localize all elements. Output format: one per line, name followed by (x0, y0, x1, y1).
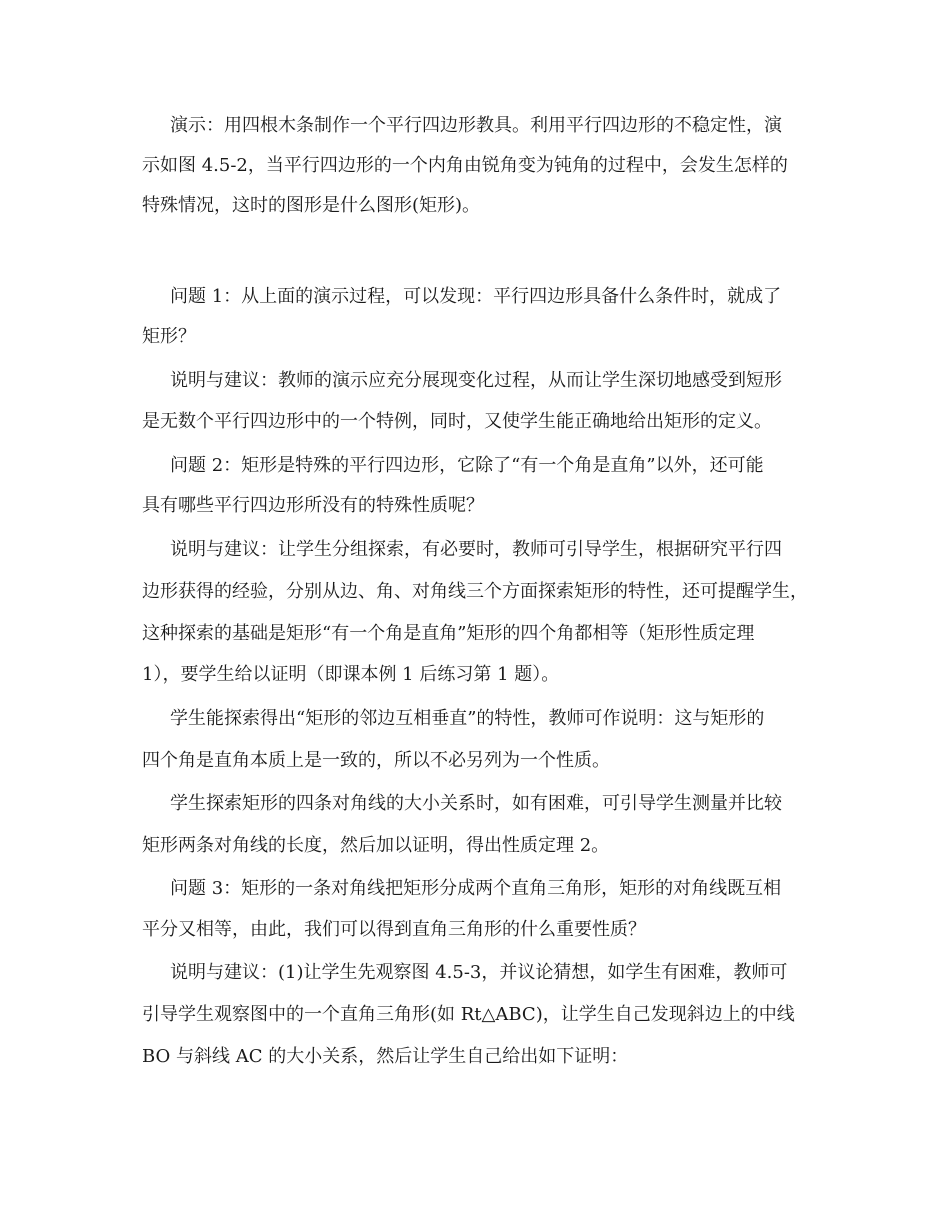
text-line: 学生能探索得出“矩形的邻边互相垂直”的特性，教师可作说明：这与矩形的 (170, 708, 765, 729)
text-line: 问题 3：矩形的一条对角线把矩形分成两个直角三角形，矩形的对角线既互相 (170, 878, 782, 899)
text-line: 演示：用四根木条制作一个平行四边形教具。利用平行四边形的不稳定性，演 (170, 115, 782, 136)
text-line: 示如图 4.5-2，当平行四边形的一个内角由锐角变为钝角的过程中，会发生怎样的 (142, 155, 788, 176)
text-line: 平分又相等，由此，我们可以得到直角三角形的什么重要性质？ (142, 919, 646, 940)
text-line: 边形获得的经验，分别从边、角、对角线三个方面探索矩形的特性，还可提醒学生， (142, 581, 808, 602)
text-line: 这种探索的基础是矩形“有一个角是直角”矩形的四个角都相等（矩形性质定理 (142, 623, 755, 644)
text-line: 说明与建议：让学生分组探索，有必要时，教师可引导学生，根据研究平行四 (170, 539, 782, 560)
text-line: 问题 2：矩形是特殊的平行四边形，它除了“有一个角是直角”以外，还可能 (170, 455, 764, 476)
text-line: 引导学生观察图中的一个直角三角形(如 Rt△ABC)，让学生自己发现斜边上的中线 (142, 1004, 795, 1025)
text-line: 问题 1：从上面的演示过程，可以发现：平行四边形具备什么条件时，就成了 (170, 286, 782, 307)
text-line: 说明与建议：(1)让学生先观察图 4.5-3，并议论猜想，如学生有困难，教师可 (170, 962, 788, 983)
text-line: 特殊情况，这时的图形是什么图形(矩形)。 (142, 195, 481, 216)
text-line: 是无数个平行四边形中的一个特例，同时，又使学生能正确地给出矩形的定义。 (142, 411, 772, 432)
text-line: 四个角是直角本质上是一致的，所以不必另列为一个性质。 (142, 750, 610, 771)
text-line: 矩形？ (142, 326, 196, 347)
text-line: 学生探索矩形的四条对角线的大小关系时，如有困难，可引导学生测量并比较 (170, 793, 782, 814)
text-line: BO 与斜线 AC 的大小关系，然后让学生自己给出如下证明： (142, 1046, 629, 1067)
text-line: 矩形两条对角线的长度，然后加以证明，得出性质定理 2。 (142, 835, 610, 856)
text-line: 1），要学生给以证明（即课本例 1 后练习第 1 题）。 (142, 664, 560, 685)
text-line: 具有哪些平行四边形所没有的特殊性质呢？ (142, 495, 484, 516)
text-line: 说明与建议：教师的演示应充分展现变化过程，从而让学生深切地感受到短形 (170, 370, 782, 391)
